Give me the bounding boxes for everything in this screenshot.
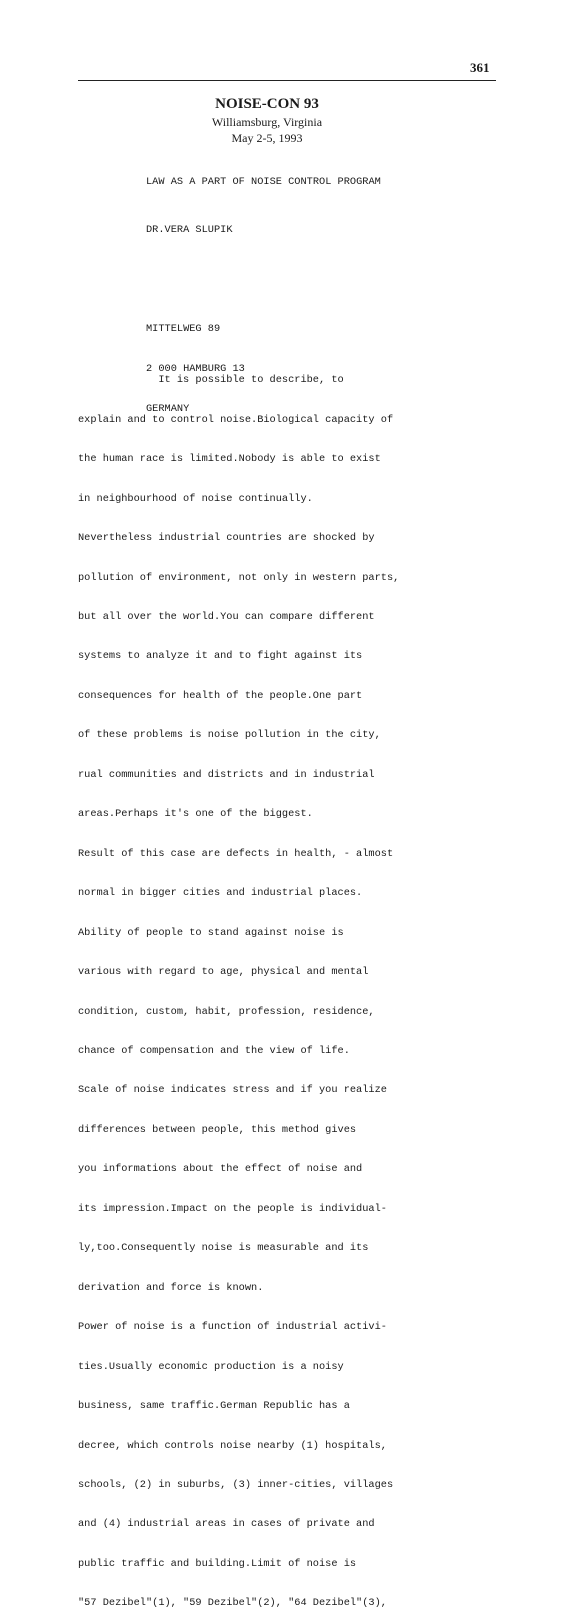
body-line: differences between people, this method gives <box>78 1123 357 1136</box>
body-line: Scale of noise indicates stress and if you realize <box>78 1084 387 1097</box>
body-line: and (4) industrial areas in cases of private and <box>78 1518 375 1531</box>
body-line: of these problems is noise pollution in the city, <box>78 729 381 742</box>
body-line: areas.Perhaps it's one of the biggest. <box>78 808 313 821</box>
body-line: ties.Usually economic production is a noisy <box>78 1360 344 1373</box>
body-text <box>78 348 399 1624</box>
body-line: It is possible to describe, to <box>78 374 344 387</box>
body-line: normal in bigger cities and industrial places. <box>78 887 363 900</box>
body-line: public traffic and building.Limit of noise is <box>78 1557 357 1570</box>
address-line: GERMANY <box>146 402 190 415</box>
header-rule <box>78 80 496 81</box>
body-line: chance of compensation and the view of life. <box>78 1045 350 1058</box>
body-line: derivation and force is known. <box>78 1281 264 1294</box>
body-line: schools, (2) in suburbs, (3) inner-cities, villages <box>78 1479 394 1491</box>
body-line: ly,too.Consequently noise is measurable and its <box>78 1242 369 1255</box>
body-line: business, same traffic.German Republic has a <box>78 1400 350 1413</box>
body-line: Power of noise is a function of industrial activi- <box>78 1321 387 1334</box>
body-line: Nevertheless industrial countries are shocked by <box>78 532 375 545</box>
body-line: in neighbourhood of noise continually. <box>78 492 313 505</box>
body-line: its impression.Impact on the people is individual- <box>78 1202 387 1215</box>
body-line: Result of this case are defects in health, - almost <box>78 847 394 860</box>
body-line: consequences for health of the people.One part <box>78 689 363 702</box>
body-line: various with regard to age, physical and mental <box>78 966 369 979</box>
paper-author: DR.VERA SLUPIK <box>146 224 233 236</box>
address-line: 2 000 HAMBURG 13 <box>146 363 245 376</box>
body-line: pollution of environment, not only in western parts, <box>78 571 400 584</box>
conference-dates: May 2-5, 1993 <box>231 131 303 145</box>
body-line: "57 Dezibel"(1), "59 Dezibel"(2), "64 Dezibel"(3), <box>78 1597 387 1610</box>
body-line: decree, which controls noise nearby (1) hospitals, <box>78 1439 387 1452</box>
body-line: explain and to control noise.Biological capacity of <box>78 413 394 426</box>
conference-title: NOISE-CON 93 <box>215 96 319 112</box>
body-line: the human race is limited.Nobody is able to exist <box>78 453 381 466</box>
body-line: Ability of people to stand against noise is <box>78 926 344 939</box>
body-line: condition, custom, habit, profession, residence, <box>78 1005 375 1018</box>
body-line: but all over the world.You can compare different <box>78 611 375 624</box>
body-line: systems to analyze it and to fight against its <box>78 650 363 663</box>
address-line: MITTELWEG 89 <box>146 323 221 336</box>
body-line: you informations about the effect of noise and <box>78 1163 363 1176</box>
conference-location: Williamsburg, Virginia <box>211 115 323 129</box>
page-number: 361 <box>470 60 490 75</box>
conference-header <box>0 95 574 146</box>
paper-title: LAW AS A PART OF NOISE CONTROL PROGRAM <box>146 176 381 188</box>
body-line: rual communities and districts and in industrial <box>78 768 375 781</box>
